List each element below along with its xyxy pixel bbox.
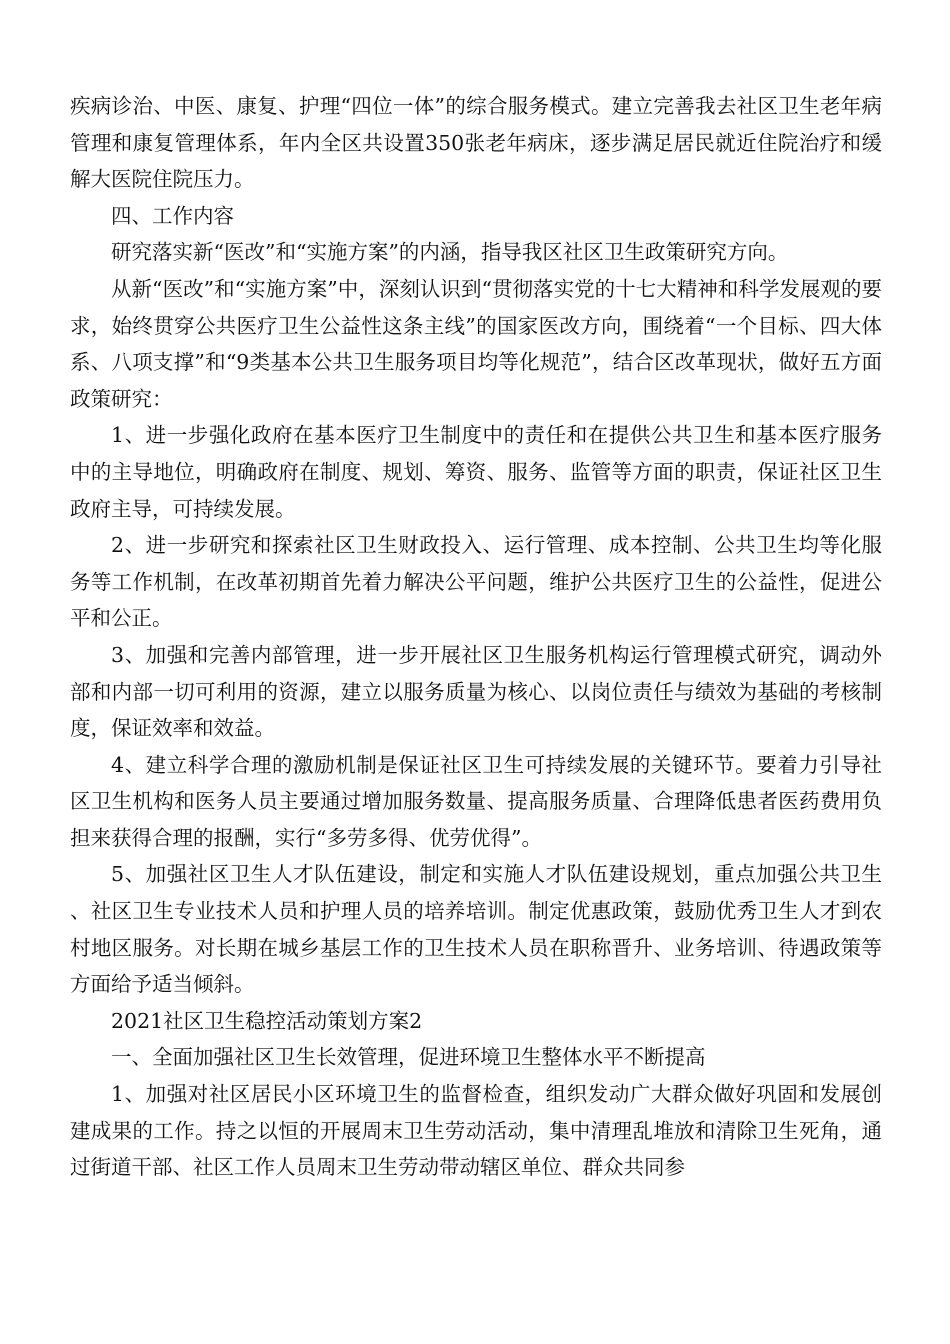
list-item-2: 2、进一步研究和探索社区卫生财政投入、运行管理、成本控制、公共卫生均等化服务等工作机制，在改革初期首先着力解决公平问题，维护公共医疗卫生的公益性，促进公平和公正。 [70,533,882,631]
paragraph-4: 从新“医改”和“实施方案”中，深刻认识到“贯彻落实党的十七大精神和科学发展观的要求，始终贯穿公共医疗卫生公益性这条主线”的国家医改方向，围绕着“一个目标、四大体系、八项支撑”和“9类基本公共卫生服务项目均等化规范”，结合区改革现状，做好五方面政策研究： [70,276,882,411]
paragraph-1: 疾病诊治、中医、康复、护理“四位一体”的综合服务模式。建立完善我去社区卫生老年病管理和康复管理体系，年内全区共设置350张老年病床，逐步满足居民就近住院治疗和缓解大医院住院压力。 [70,94,882,192]
list-item-4: 4、建立科学合理的激励机制是保证社区卫生可持续发展的关键环节。要着力引导社区卫生机构和医务人员主要通过增加服务数量、提高服务质量、合理降低患者医药费用负担来获得合理的报酬，实行“多劳多得、优劳优得”。 [70,752,882,850]
list-item-3: 3、加强和完善内部管理，进一步开展社区卫生服务机构运行管理模式研究，调动外部和内部一切可利用的资源，建立以服务质量为核心、以岗位责任与绩效为基础的考核制度，保证效率和效益。 [70,642,882,741]
list-item-5: 5、加强社区卫生人才队伍建设，制定和实施人才队伍建设规划，重点加强公共卫生、社区卫生专业技术人员和护理人员的培养培训。制定优惠政策，鼓励优秀卫生人才到农村地区服务。对长期在城乡基层工作的卫生技术人员在职称晋升、业务培训、待遇政策等方面给予适当倾斜。 [70,862,882,997]
list-item-1: 1、进一步强化政府在基本医疗卫生制度中的责任和在提供公共卫生和基本医疗服务中的主导地位，明确政府在制度、规划、筹资、服务、监管等方面的职责，保证社区卫生政府主导，可持续发展。 [70,423,882,521]
paragraph-3: 研究落实新“医改”和“实施方案”的内涵，指导我区社区卫生政策研究方向。 [111,240,789,265]
document-page [70,88,882,1186]
section-heading-1: 一、全面加强社区卫生长效管理，促进环境卫生整体水平不断提高 [111,1045,706,1070]
plan-title: 2021社区卫生稳控活动策划方案2 [111,1008,423,1033]
paragraph-12: 1、加强对社区居民小区环境卫生的监督检查，组织发动广大群众做好巩固和发展创建成果的工作。持之以恒的开展周末卫生劳动活动，集中清理乱堆放和清除卫生死角，通过街道干部、社区工作人员周末卫生劳动带动辖区单位、群众共同参 [70,1082,882,1180]
section-heading-work-content: 四、工作内容 [111,203,234,228]
